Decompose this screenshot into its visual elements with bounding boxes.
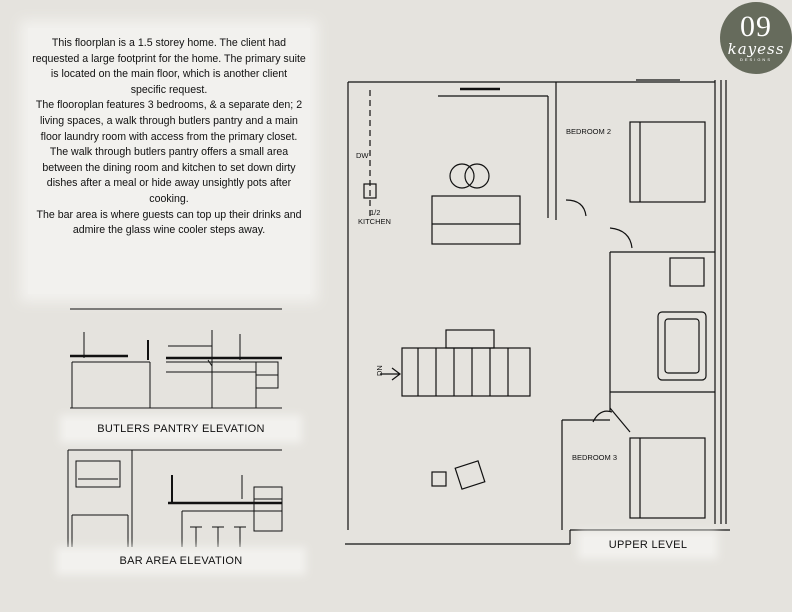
bar-area-elevation-label: BAR AREA ELEVATION xyxy=(62,553,300,569)
badge-number: 09 xyxy=(740,10,772,43)
butlers-pantry-elevation-label: BUTLERS PANTRY ELEVATION xyxy=(66,421,296,437)
description-paragraph: The walk through butlers pantry offers a small area between the dining room and kitchen to set down dirty dishes after a meal or hide away unsightly pots after cooking. xyxy=(42,146,296,205)
description-text xyxy=(32,36,306,239)
description-paragraph: The bar area is where guests can top up their drinks and admire the glass wine cooler steps away. xyxy=(36,208,302,237)
level-label: UPPER LEVEL xyxy=(584,537,712,553)
description-paragraph: This floorplan is a 1.5 storey home. The client had requested a large footprint for the home. The primary suite is located on the main floor, which is another client specific request. xyxy=(32,37,306,96)
room-label-half: 1/2 xyxy=(370,208,381,217)
butlers-pantry-elevation-drawing xyxy=(60,300,290,412)
bar-area-elevation-drawing xyxy=(62,447,286,551)
badge-tagline: DESIGNS xyxy=(739,57,772,62)
badge-script: kayess xyxy=(727,40,785,58)
description-paragraph: The flooroplan features 3 bedrooms, & a separate den; 2 living spaces, a walk through butlers pantry and a main floor laundry room with access from the primary closet. xyxy=(35,99,303,143)
stair-direction-label: DN xyxy=(375,365,384,376)
room-label-kitchen: KITCHEN xyxy=(358,217,391,226)
room-label-bedroom-3: BEDROOM 3 xyxy=(572,453,618,462)
upper-level-floor-plan xyxy=(340,72,740,554)
brand-logo xyxy=(720,2,792,74)
room-label-dw: DW xyxy=(356,151,369,160)
room-label-bedroom-2: BEDROOM 2 xyxy=(566,127,612,136)
